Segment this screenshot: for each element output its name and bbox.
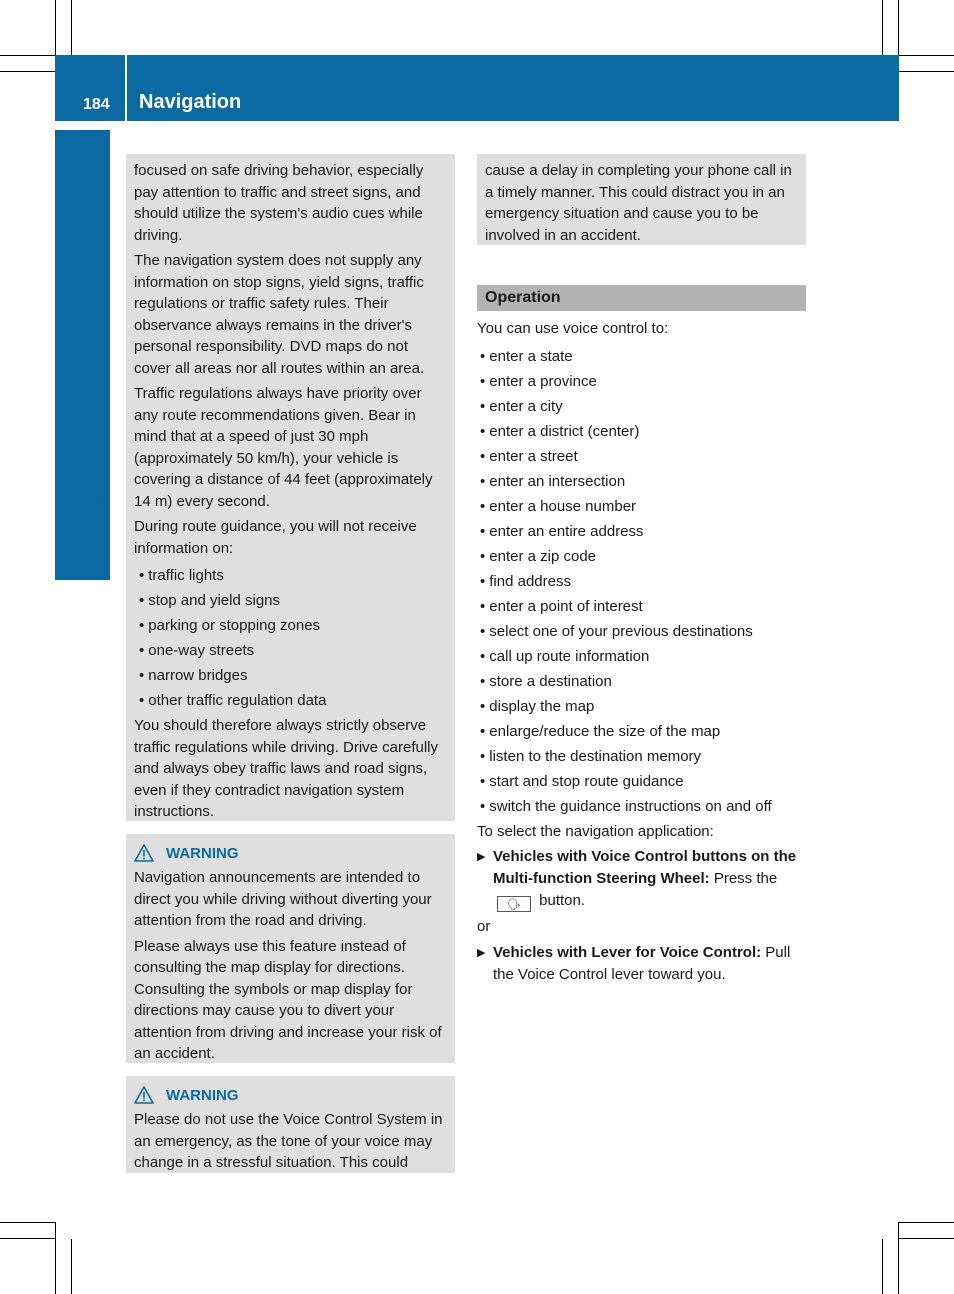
step-condition: Vehicles with Lever for Voice Control: — [493, 943, 762, 961]
list-item: • one-way streets — [139, 642, 255, 659]
warning-header — [134, 842, 448, 864]
paragraph: During route guidance, you will not receive information on: — [134, 518, 417, 557]
list-item: • enter a street — [480, 447, 578, 465]
paragraph: Please do not use the Voice Control System in an emergency, as the tone of your voice may change in a stressful situation. This could — [134, 1111, 443, 1171]
section-heading: Operation — [477, 285, 806, 311]
bullet-list — [477, 344, 812, 819]
list-item: • narrow bridges — [139, 667, 248, 684]
crop-mark — [0, 1238, 55, 1239]
crop-mark — [899, 1238, 954, 1239]
warning-title: WARNING — [166, 844, 239, 862]
crop-mark — [882, 0, 883, 55]
list-item: • enter a province — [480, 372, 597, 390]
voice-control-button-icon: 🗣 — [497, 896, 531, 912]
operation-content — [477, 318, 812, 990]
side-tab-label: Voice Control — [84, 378, 111, 526]
list-item: • switch the guidance instructions on and off — [480, 797, 772, 815]
list-item: • enter a state — [480, 347, 573, 365]
crop-mark — [898, 1222, 899, 1294]
crop-mark — [899, 55, 954, 56]
list-item: • enlarge/reduce the size of the map — [480, 722, 721, 740]
paragraph: cause a delay in completing your phone call in a timely manner. This could distract you in an emergency situation and cause you to be involved in an accident. — [485, 162, 792, 244]
paragraph: Traffic regulations always have priority over any route recommendations given. Bear in mind that at a speed of just 30 mph (approximately 50 km/h), your vehicle is covering a distance of 44 feet (approximately 14 m) every second. — [134, 385, 433, 510]
section-title: Navigation — [139, 91, 242, 113]
instruction-step: ▶ Vehicles with Lever for Voice Control: Pull the Voice Control lever toward you. — [477, 942, 812, 986]
warning-triangle-icon — [134, 844, 154, 862]
crop-mark — [0, 71, 55, 72]
crop-mark — [71, 0, 72, 55]
list-item: • enter an intersection — [480, 472, 626, 490]
list-item: • traffic lights — [139, 567, 224, 584]
crop-mark — [71, 1239, 72, 1294]
page-header — [55, 55, 899, 121]
list-item: • parking or stopping zones — [139, 617, 321, 634]
warning-header — [134, 1084, 448, 1106]
info-box — [126, 154, 455, 821]
warning-box-continued — [477, 154, 806, 245]
list-item: • listen to the destination memory — [480, 747, 702, 765]
list-item: • enter a district (center) — [480, 422, 640, 440]
paragraph: focused on safe driving behavior, especially pay attention to traffic and street signs, and should utilize the system's audio cues while driving. — [134, 162, 424, 244]
page-number: 184 — [83, 96, 110, 113]
header-divider — [125, 55, 127, 121]
list-item: • store a destination — [480, 672, 612, 690]
list-item: • stop and yield signs — [139, 592, 281, 609]
crop-mark — [55, 1222, 56, 1294]
or-text: or — [477, 918, 491, 935]
list-item: • display the map — [480, 697, 595, 715]
warning-triangle-icon — [134, 1086, 154, 1104]
list-item: • call up route information — [480, 647, 650, 665]
list-item: • enter a city — [480, 397, 563, 415]
triangle-right-icon: ▶ — [477, 946, 486, 959]
list-item: • other traffic regulation data — [139, 692, 327, 709]
paragraph: Navigation announcements are intended to direct you while driving without diverting your attention from the road and driving. — [134, 869, 432, 929]
intro-text: You can use voice control to: — [477, 320, 669, 337]
crop-mark — [0, 1222, 55, 1223]
crop-mark — [899, 71, 954, 72]
list-item: • start and stop route guidance — [480, 772, 684, 790]
list-item: • enter a point of interest — [480, 597, 643, 615]
step-condition: Vehicles with Voice Control buttons on the Multi-function Steering Wheel: — [493, 848, 797, 887]
crop-mark — [0, 55, 55, 56]
select-text: To select the navigation application: — [477, 822, 714, 840]
warning-box — [126, 834, 455, 1063]
paragraph: You should therefore always strictly observe traffic regulations while driving. Drive carefully and always obey traffic laws and road signs, even if they contradict navigation system instructions. — [134, 717, 439, 820]
list-item: • enter a zip code — [480, 547, 597, 565]
warning-title: WARNING — [166, 1086, 239, 1104]
paragraph: Please always use this feature instead of consulting the map display for directions. Consulting the symbols or map display for directions may cause you to divert your attention from driving and increase your risk of an accident. — [134, 937, 442, 1062]
list-item: • find address — [480, 572, 571, 590]
warning-box — [126, 1076, 455, 1173]
crop-mark — [882, 1239, 883, 1294]
paragraph: The navigation system does not supply any information on stop signs, yield signs, traffic regulations or traffic safety rules. Their observance always remains in the driver's personal responsibility. DVD maps do not cover all areas nor all routes within an area. — [134, 252, 425, 377]
crop-mark — [55, 0, 56, 55]
triangle-right-icon: ▶ — [477, 851, 486, 863]
list-item: • enter a house number — [480, 497, 637, 515]
list-item: • enter an entire address — [480, 522, 644, 540]
list-item: • select one of your previous destinations — [480, 622, 753, 640]
crop-mark — [899, 1222, 954, 1223]
instruction-step: ▶ Vehicles with Voice Control buttons on the Multi-function Steering Wheel: Press the🗣 button. — [477, 848, 797, 911]
crop-mark — [898, 0, 899, 55]
bullet-list — [134, 563, 448, 713]
